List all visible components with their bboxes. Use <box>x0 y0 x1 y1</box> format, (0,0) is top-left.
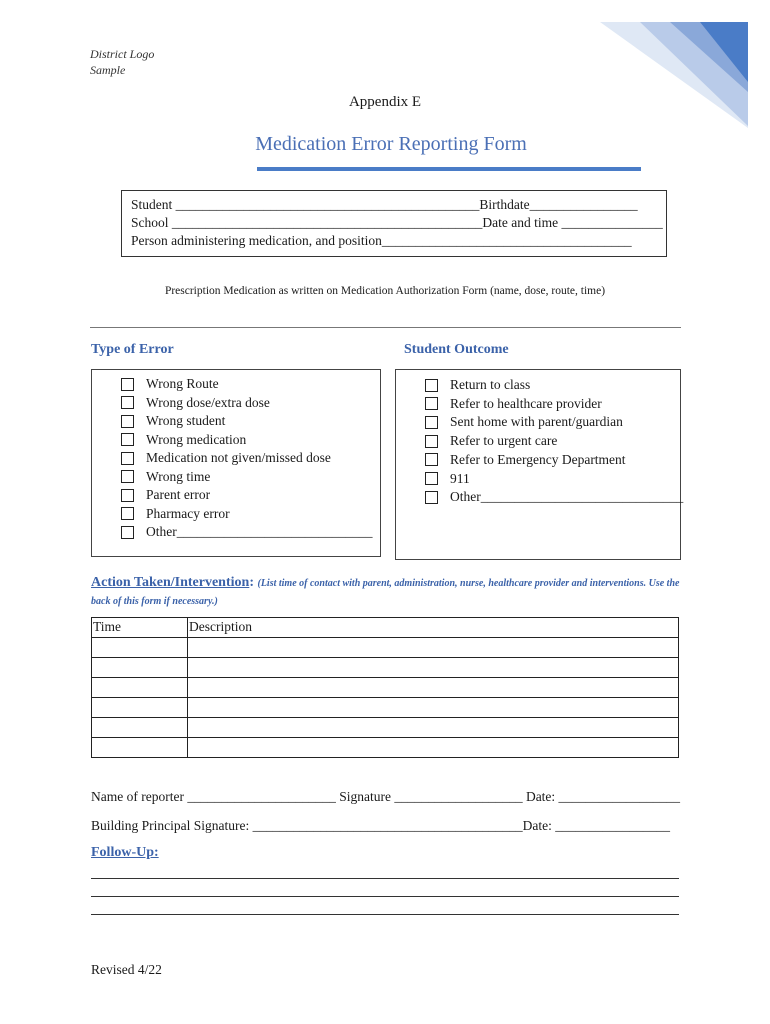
error-option-other[interactable]: Other_____________________________ <box>121 524 373 540</box>
checkbox[interactable] <box>121 526 134 539</box>
follow-up-heading: Follow-Up: <box>91 845 159 860</box>
checkbox[interactable] <box>425 397 438 410</box>
error-option-parent-error[interactable]: Parent error <box>121 487 210 503</box>
time-cell[interactable] <box>92 638 188 658</box>
reporter-signature-line[interactable]: Name of reporter ______________________ Signature ___________________ Date: __________________ <box>91 789 681 804</box>
column-header-description: Description <box>188 618 679 638</box>
table-header-row <box>92 618 679 638</box>
checkbox[interactable] <box>121 507 134 520</box>
prescription-line[interactable] <box>90 327 681 328</box>
description-cell[interactable] <box>188 738 679 758</box>
action-taken-note: (List time of contact with parent, administration, nurse, healthcare provider and interventions. Use the back of this form if necessary.) <box>91 578 680 607</box>
form-title: Medication Error Reporting Form <box>255 133 527 155</box>
checkbox[interactable] <box>121 433 134 446</box>
checkbox[interactable] <box>121 452 134 465</box>
table-row <box>92 718 679 738</box>
error-option-wrong-time[interactable]: Wrong time <box>121 469 210 485</box>
outcome-option-sent-home[interactable]: Sent home with parent/guardian <box>425 414 623 430</box>
column-header-time: Time <box>92 618 188 638</box>
follow-up-line[interactable] <box>91 914 679 915</box>
action-taken-heading: Action Taken/Intervention <box>91 575 250 590</box>
description-cell[interactable] <box>188 658 679 678</box>
checkbox[interactable] <box>121 415 134 428</box>
outcome-option-urgent-care[interactable]: Refer to urgent care <box>425 433 557 449</box>
action-log-table <box>91 617 679 758</box>
error-option-wrong-route[interactable]: Wrong Route <box>121 376 219 392</box>
time-cell[interactable] <box>92 658 188 678</box>
type-of-error-box <box>91 369 381 557</box>
student-outcome-box <box>395 369 684 560</box>
checkbox[interactable] <box>425 416 438 429</box>
person-administering-field[interactable]: Person administering medication, and position_____________________________________ <box>131 233 632 248</box>
description-cell[interactable] <box>188 638 679 658</box>
type-of-error-heading: Type of Error <box>91 342 174 357</box>
checkbox[interactable] <box>425 435 438 448</box>
error-option-not-given[interactable]: Medication not given/missed dose <box>121 450 331 466</box>
outcome-option-return-to-class[interactable]: Return to class <box>425 377 530 393</box>
description-cell[interactable] <box>188 718 679 738</box>
logo-line-1: District Logo <box>90 47 155 61</box>
table-row <box>92 658 679 678</box>
checkbox[interactable] <box>425 379 438 392</box>
principal-signature-line[interactable]: Building Principal Signature: ________________________________________Date: _________________ <box>91 818 670 833</box>
error-option-pharmacy-error[interactable]: Pharmacy error <box>121 506 230 522</box>
time-cell[interactable] <box>92 698 188 718</box>
school-datetime-field[interactable]: School ______________________________________________Date and time _______________ <box>131 215 663 230</box>
student-info-box <box>121 190 667 257</box>
corner-decoration-graphic <box>600 22 748 128</box>
district-logo-placeholder <box>90 46 154 78</box>
outcome-option-emergency-department[interactable]: Refer to Emergency Department <box>425 452 626 468</box>
checkbox[interactable] <box>425 491 438 504</box>
action-taken-section: Action Taken/Intervention: (List time of contact with parent, administration, nurse, healthcare provider and interventions. Use the back of this form if necessary.) <box>91 575 680 607</box>
error-option-wrong-medication[interactable]: Wrong medication <box>121 432 246 448</box>
time-cell[interactable] <box>92 718 188 738</box>
outcome-option-911[interactable]: 911 <box>425 471 470 487</box>
revision-date: Revised 4/22 <box>91 962 162 977</box>
checkbox[interactable] <box>425 472 438 485</box>
outcome-option-healthcare-provider[interactable]: Refer to healthcare provider <box>425 396 602 412</box>
table-row <box>92 638 679 658</box>
checkbox[interactable] <box>121 396 134 409</box>
table-row <box>92 678 679 698</box>
table-row <box>92 698 679 718</box>
time-cell[interactable] <box>92 678 188 698</box>
error-option-wrong-student[interactable]: Wrong student <box>121 413 225 429</box>
follow-up-line[interactable] <box>91 896 679 897</box>
checkbox[interactable] <box>425 453 438 466</box>
student-outcome-heading: Student Outcome <box>404 342 509 357</box>
table-row <box>92 738 679 758</box>
appendix-label: Appendix E <box>348 94 422 110</box>
student-birthdate-field[interactable]: Student _____________________________________________Birthdate________________ <box>131 197 638 212</box>
outcome-option-other[interactable]: Other______________________________ <box>425 489 683 505</box>
checkbox[interactable] <box>121 470 134 483</box>
checkbox[interactable] <box>121 489 134 502</box>
description-cell[interactable] <box>188 678 679 698</box>
error-option-wrong-dose[interactable]: Wrong dose/extra dose <box>121 395 270 411</box>
follow-up-line[interactable] <box>91 878 679 879</box>
title-underline-rule <box>257 167 641 171</box>
logo-line-2: Sample <box>90 63 126 77</box>
checkbox[interactable] <box>121 378 134 391</box>
time-cell[interactable] <box>92 738 188 758</box>
description-cell[interactable] <box>188 698 679 718</box>
prescription-medication-label: Prescription Medication as written on Medication Authorization Form (name, dose, route, time) <box>164 285 606 297</box>
